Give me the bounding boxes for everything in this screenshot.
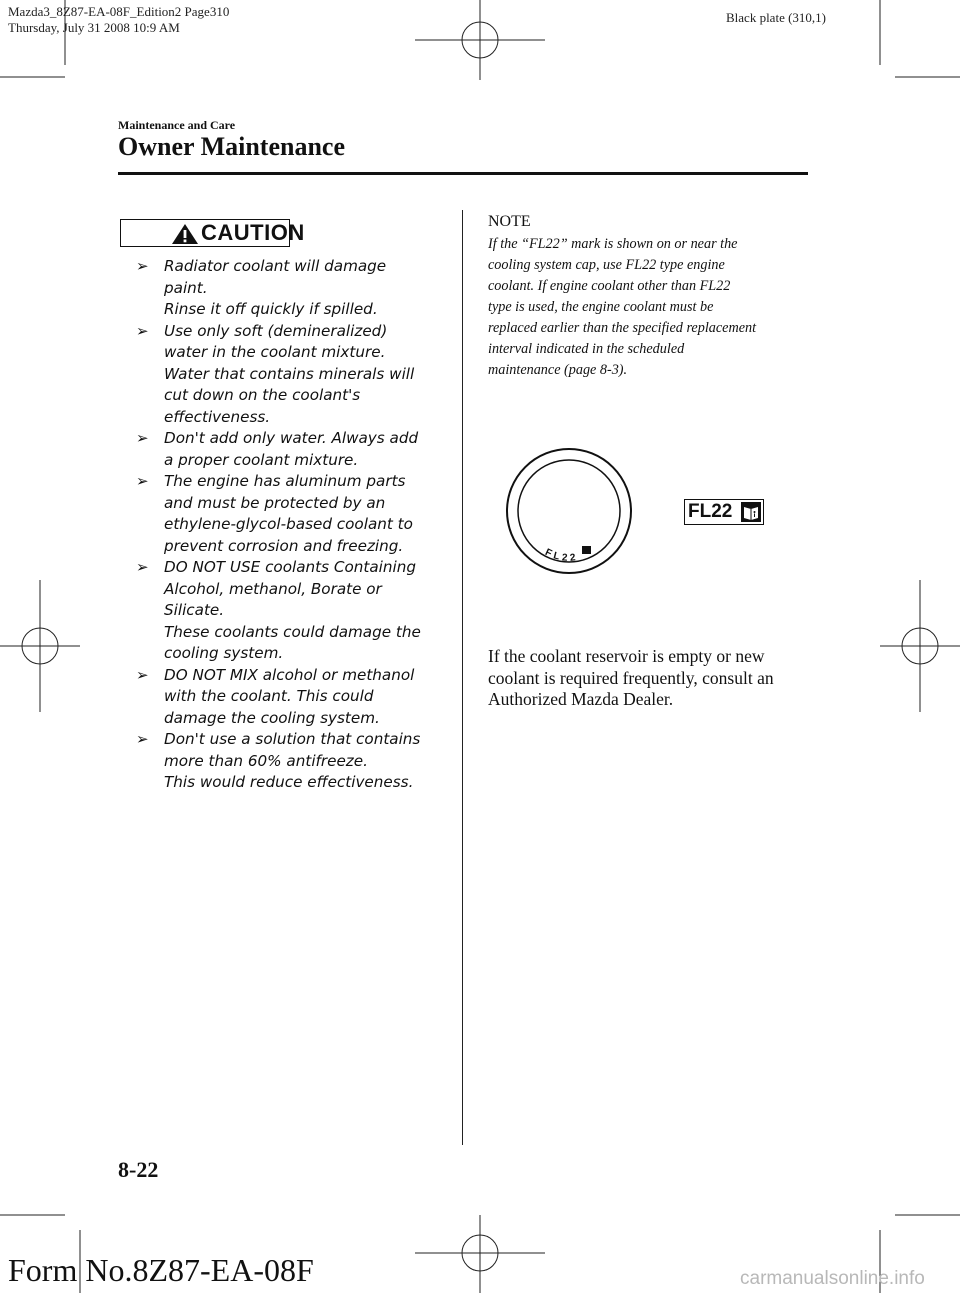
date-line: Thursday, July 31 2008 10:9 AM	[8, 20, 180, 35]
caution-item-line: These coolants could damage the	[164, 622, 421, 641]
note-line: coolant. If engine coolant other than FL22	[488, 278, 731, 294]
caution-item-line: Water that contains minerals will	[164, 364, 415, 383]
caution-item-line: cut down on the coolant's	[164, 386, 361, 404]
caution-item-line: paint.	[164, 278, 208, 297]
note-line: interval indicated in the scheduled	[488, 341, 685, 357]
fl22-label-mark	[684, 499, 764, 525]
caution-item	[136, 557, 456, 665]
caution-item	[136, 428, 456, 471]
caution-item-line: DO NOT MIX alcohol or methanol	[164, 665, 415, 684]
note-line: replaced earlier than the specified replacement	[488, 320, 757, 336]
caution-item-line: Don't add only water. Always add	[164, 429, 419, 447]
caution-item-line: water in the coolant mixture.	[164, 343, 386, 361]
coolant-cap-figure	[504, 446, 634, 576]
paragraph-line: If the coolant reservoir is empty or new	[488, 646, 765, 666]
note-body	[488, 234, 798, 381]
column-divider	[462, 210, 463, 1145]
caution-item-line: and must be protected by an	[164, 493, 386, 512]
bullet-arrow-icon: ➢	[136, 321, 149, 340]
caution-item-line: Radiator coolant will damage	[164, 257, 387, 275]
caution-item-line: a proper coolant mixture.	[164, 450, 359, 469]
paragraph-line: Authorized Mazda Dealer.	[488, 689, 674, 709]
caution-item-line: prevent corrosion and freezing.	[164, 536, 404, 555]
form-number: Form No.8Z87-EA-08F	[8, 1252, 314, 1288]
coolant-advice-paragraph	[488, 646, 808, 711]
manual-book-icon	[741, 502, 761, 522]
caution-item-line: cooling system.	[164, 644, 284, 662]
fl22-label-text: FL22	[688, 501, 733, 522]
bullet-arrow-icon: ➢	[136, 472, 149, 490]
note-line: maintenance (page 8-3).	[488, 362, 628, 378]
caution-item	[136, 256, 456, 321]
paragraph-line: coolant is required frequently, consult an	[488, 667, 774, 688]
page-number: 8-22	[118, 1157, 159, 1182]
caution-label: CAUTION	[201, 220, 305, 245]
note-line: type is used, the engine coolant must be	[488, 299, 714, 315]
bullet-arrow-icon: ➢	[136, 257, 149, 275]
plate-label: Black plate (310,1)	[726, 10, 826, 25]
file-name-line: Mazda3_8Z87-EA-08F_Edition2 Page310	[8, 4, 230, 19]
section-label: Maintenance and Care	[118, 118, 236, 132]
caution-item	[136, 471, 456, 557]
caution-item-line: Alcohol, methanol, Borate or	[164, 579, 382, 598]
file-info	[8, 4, 229, 36]
note-line: If the “FL22” mark is shown on or near the	[488, 236, 738, 252]
caution-item-line: with the coolant. This could	[164, 687, 374, 705]
caution-item-line: ethylene-glycol-based coolant to	[164, 515, 413, 533]
warning-triangle-icon	[171, 223, 199, 245]
caution-item-line: Use only soft (demineralized)	[164, 321, 388, 340]
caution-item-line: This would reduce effectiveness.	[164, 773, 414, 791]
note-heading: NOTE	[488, 213, 531, 230]
bullet-arrow-icon: ➢	[136, 730, 149, 748]
note-line: cooling system cap, use FL22 type engine	[488, 257, 725, 273]
caution-item-line: DO NOT USE coolants Containing	[164, 558, 416, 576]
caution-item-line: effectiveness.	[164, 407, 271, 426]
bullet-arrow-icon: ➢	[136, 429, 149, 447]
page-title: Owner Maintenance	[118, 132, 345, 161]
caution-item	[136, 321, 456, 429]
caution-item-line: more than 60% antifreeze.	[164, 751, 368, 770]
caution-list	[136, 256, 456, 794]
title-rule	[118, 172, 808, 175]
caution-item-line: The engine has aluminum parts	[164, 472, 406, 490]
watermark-text: carmanualsonline.info	[740, 1268, 925, 1289]
caution-item-line: damage the cooling system.	[164, 708, 380, 727]
cap-fl22-mark: FL22	[543, 546, 580, 564]
caution-item-line: Silicate.	[164, 601, 225, 619]
caution-item-line: Rinse it off quickly if spilled.	[164, 300, 378, 318]
bullet-arrow-icon: ➢	[136, 665, 149, 684]
caution-item-line: Don't use a solution that contains	[164, 730, 421, 748]
caution-item	[136, 665, 456, 730]
caution-item	[136, 729, 456, 794]
bullet-arrow-icon: ➢	[136, 558, 149, 576]
